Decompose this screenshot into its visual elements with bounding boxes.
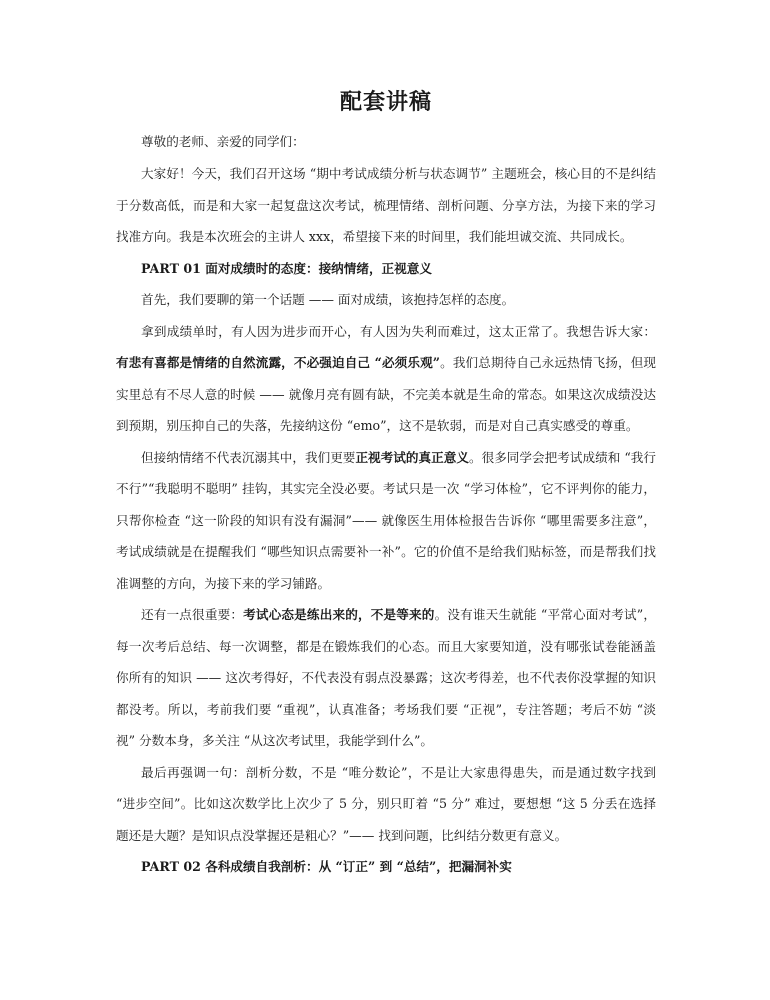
part1-paragraph-1: 首先，我们要聊的第一个话题 —— 面对成绩，该抱持怎样的态度。 [141, 292, 515, 307]
paragraph-text: 还有一点很重要： [141, 607, 244, 622]
emphasis-text: 正视考试的真正意义 [355, 449, 469, 465]
paragraph-text: 拿到成绩单时，有人因为进步而开心，有人因为失利而难过，这太正常了。我想告诉大家： [141, 323, 656, 339]
part1-paragraph-3 [116, 442, 656, 600]
part1-paragraph-4 [116, 599, 656, 757]
part1-paragraph-2 [116, 316, 656, 442]
document-page [116, 86, 656, 883]
emphasis-text: 有悲有喜都是情绪的自然流露，不必强迫自己 “必须乐观” [116, 355, 441, 370]
paragraph-text: 。很多同学会把考试成绩和 “我行不行”“我聪明不聪明” 挂钩，其实完全没必要。考试只是一次 “学习体检”，它不评判你的能力，只帮你检查 “这一阶段的知识有没有漏洞”—— 就像医生用体检报告告诉你 “哪里需要多注意”，考试成绩就是在提醒我们 “哪些知识点需要补一补”。它的价值不是给我们贴标签，而是帮我们找准调整的方向，为接下来的学习铺路。 [116, 449, 657, 591]
salutation: 尊敬的老师、亲爱的同学们： [141, 134, 305, 149]
paragraph-text: 但接纳情绪不代表沉溺其中，我们更要 [141, 449, 356, 465]
paragraph-text: 。我们总期待自己永远热情飞扬，但现实里总有不尽人意的时候 —— 就像月亮有圆有缺，不完美本就是生命的常态。如果这次成绩没达到预期，别压抑自己的失落，先接纳这份 “emo”，这不是软弱，而是对自己真实感受的尊重。 [116, 355, 656, 433]
intro-paragraph: 大家好！今天，我们召开这场 “期中考试成绩分析与状态调节” 主题班会，核心目的不是纠结于分数高低，而是和大家一起复盘这次考试，梳理情绪、剖析问题、分享方法，为接下来的学习找准方向。我是本次班会的主讲人 xxx，希望接下来的时间里，我们能坦诚交流、共同成长。 [116, 166, 656, 244]
page-title: 配套讲稿 [339, 90, 432, 115]
part2-heading: PART 02 各科成绩自我剖析：从 “订正” 到 “总结”，把漏洞补实 [141, 859, 512, 874]
part1-paragraph-5: 最后再强调一句：剖析分数，不是 “唯分数论”，不是让大家患得患失，而是通过数字找到 “进步空间”。比如这次数学比上次少了 5 分，别只盯着 “5 分” 难过，要想想 “这 5 分丢在选择题还是大题？是知识点没掌握还是粗心？”—— 找到问题，比纠结分数更有意义。 [116, 764, 656, 843]
emphasis-text: 考试心态是练出来的，不是等来的 [243, 607, 435, 622]
paragraph-text: 。没有谁天生就能 “平常心面对考试”，每一次考后总结、每一次调整，都是在锻炼我们的心态。而且大家要知道，没有哪张试卷能涵盖你所有的知识 —— 这次考得好，不代表没有弱点没暴露；这次考得差，也不代表你没掌握的知识都没考。所以，考前我们要 “重视”，认真准备；考场我们要 “正视”，专注答题；考后不妨 “淡视” 分数本身，多关注 “从这次考试里，我能学到什么”。 [116, 607, 656, 748]
part1-heading: PART 01 面对成绩时的态度：接纳情绪，正视意义 [141, 260, 432, 276]
